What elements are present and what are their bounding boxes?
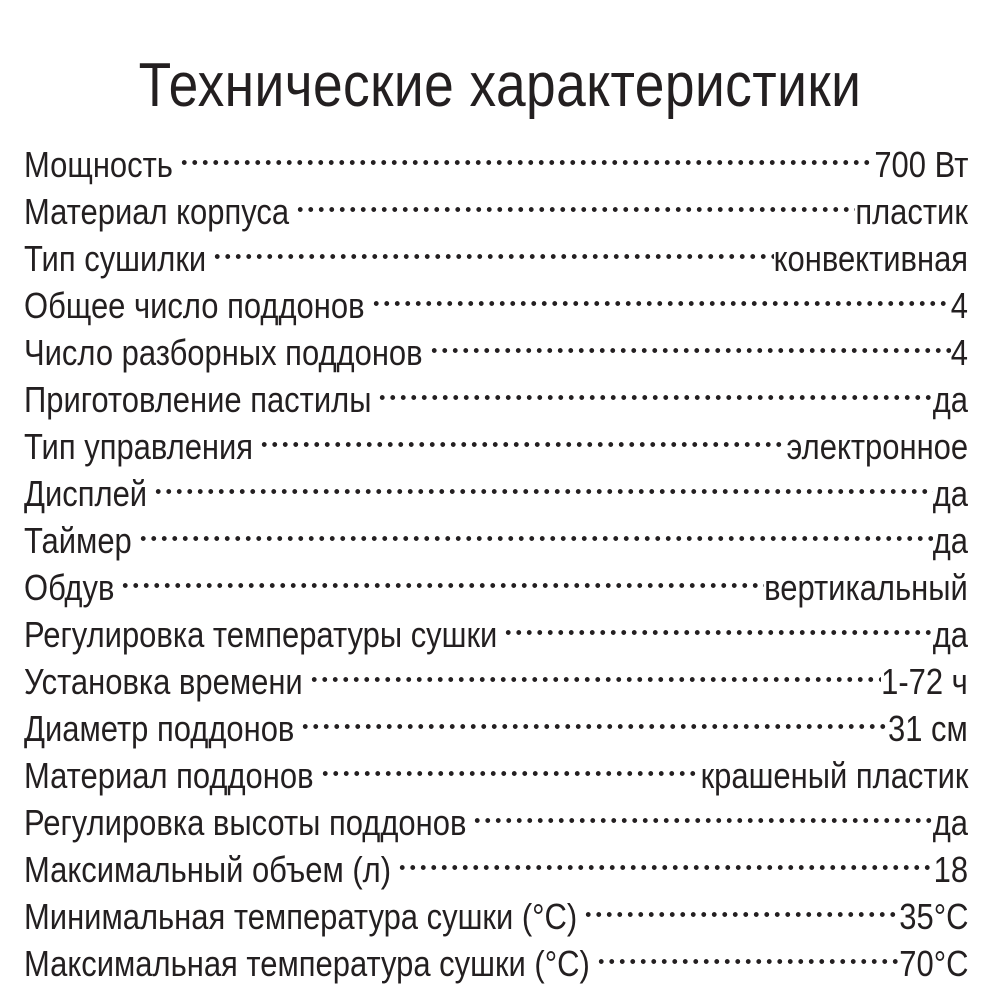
page-title: Технические характеристики <box>138 51 862 120</box>
spec-label: Регулировка высоты поддонов <box>24 802 467 843</box>
spec-value: пластик <box>855 191 968 232</box>
dot-leader <box>472 788 932 835</box>
spec-value: да <box>932 614 968 655</box>
spec-label: Максимальный объем (л) <box>24 849 392 890</box>
spec-value: 70°C <box>898 943 968 984</box>
spec-label: Тип сушилки <box>24 238 207 279</box>
spec-value: 1-72 ч <box>881 661 968 702</box>
spec-value: вертикальный <box>764 567 968 608</box>
spec-value: 31 см <box>888 708 968 749</box>
spec-value: 35°C <box>898 896 968 937</box>
spec-row-airflow <box>24 553 968 608</box>
spec-label: Материал корпуса <box>24 191 290 232</box>
spec-row-timer <box>24 506 968 561</box>
spec-value: электронное <box>786 426 968 467</box>
spec-label: Максимальная температура сушки (°C) <box>24 943 590 984</box>
dot-leader <box>583 882 899 929</box>
spec-value: 18 <box>933 849 968 890</box>
dot-leader <box>429 318 951 365</box>
dot-leader <box>371 271 951 318</box>
spec-label: Дисплей <box>24 473 148 514</box>
spec-value: 4 <box>950 285 968 326</box>
dot-leader <box>377 365 932 412</box>
spec-label: Общее число поддонов <box>24 285 365 326</box>
spec-value: да <box>932 802 968 843</box>
spec-label: Установка времени <box>24 661 303 702</box>
spec-label: Диаметр поддонов <box>24 708 295 749</box>
spec-label: Регулировка температуры сушки <box>24 614 498 655</box>
dot-leader <box>212 224 773 271</box>
spec-label: Минимальная температура сушки (°C) <box>24 896 578 937</box>
dot-leader <box>295 177 855 224</box>
dot-leader <box>320 741 701 788</box>
spec-row-display <box>24 459 968 514</box>
spec-label: Таймер <box>24 520 132 561</box>
spec-value: да <box>932 473 968 514</box>
dot-leader <box>179 130 874 177</box>
spec-value: 4 <box>950 332 968 373</box>
spec-label: Материал поддонов <box>24 755 314 796</box>
dot-leader <box>138 506 933 553</box>
spec-label: Мощность <box>24 144 173 185</box>
spec-list <box>24 130 968 984</box>
spec-value: конвективная <box>773 238 968 279</box>
spec-value: да <box>932 379 968 420</box>
spec-label: Число разборных поддонов <box>24 332 423 373</box>
dot-leader <box>153 459 933 506</box>
dot-leader <box>397 835 934 882</box>
dot-leader <box>596 929 899 976</box>
dot-leader <box>503 600 932 647</box>
spec-label: Тип управления <box>24 426 254 467</box>
dot-leader <box>120 553 764 600</box>
spec-row-power <box>24 130 968 185</box>
spec-value: 700 Вт <box>873 144 968 185</box>
spec-label: Приготовление пастилы <box>24 379 372 420</box>
spec-value: крашеный пластик <box>700 755 968 796</box>
dot-leader <box>300 694 888 741</box>
dot-leader <box>259 412 786 459</box>
spec-value: да <box>932 520 968 561</box>
dot-leader <box>309 647 882 694</box>
spec-label: Обдув <box>24 567 115 608</box>
spec-row-temp-control <box>24 600 968 655</box>
